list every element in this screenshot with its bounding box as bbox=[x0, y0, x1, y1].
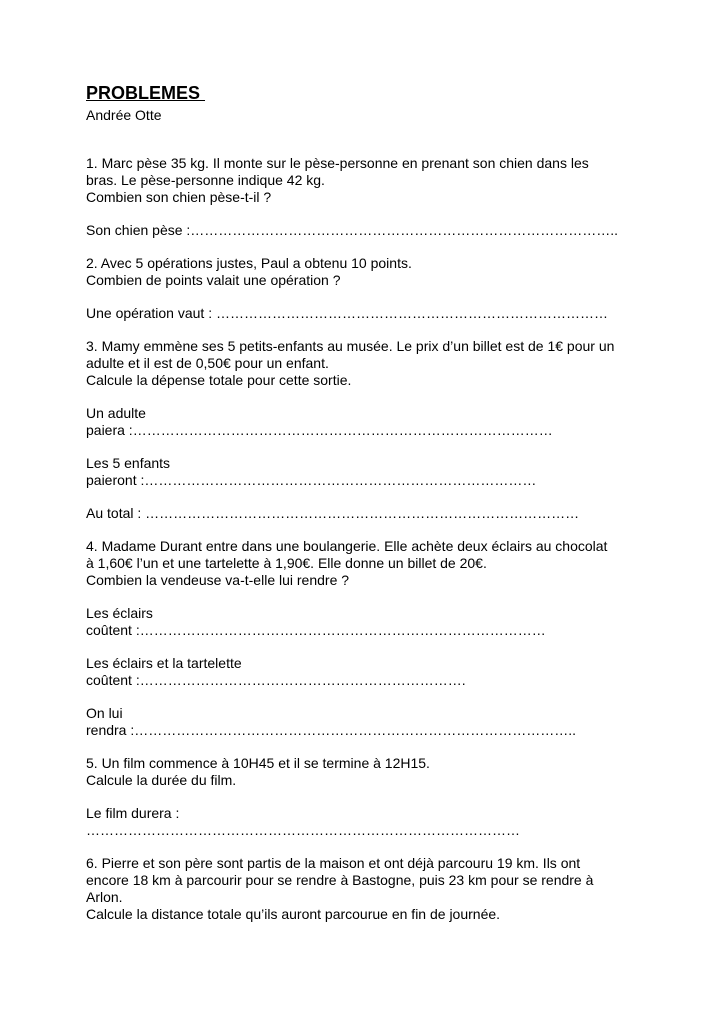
problem-5-answer-label: Le film durera : bbox=[86, 805, 180, 821]
problem-3-answer-line-children: paieront :………………………………………………………………………… bbox=[86, 472, 537, 488]
problem-1-line-2: bras. Le pèse-personne indique 42 kg. bbox=[86, 172, 325, 188]
problem-6-line-1: 6. Pierre et son père sont partis de la maison et ont déjà parcouru 19 km. Ils ont bbox=[86, 855, 581, 871]
problem-4-answer-label-change: On lui bbox=[86, 705, 123, 721]
problem-3-answer-line-total: Au total : ………………………………………………………………………………… bbox=[86, 505, 580, 521]
problem-2-line-1: 2. Avec 5 opérations justes, Paul a obtenu 10 points. bbox=[86, 255, 412, 271]
problem-4-line-1: 4. Madame Durant entre dans une boulangerie. Elle achète deux éclairs au chocolat bbox=[86, 538, 608, 554]
problem-4-answer-line-eclairs: coûtent :…………………………………………………………………………… bbox=[86, 622, 546, 638]
problem-2-question: Combien de points valait une opération ? bbox=[86, 272, 341, 288]
problem-1-answer-line: Son chien pèse :……………………………………………………………………………….. bbox=[86, 222, 619, 238]
problem-5-line-1: 5. Un film commence à 10H45 et il se termine à 12H15. bbox=[86, 755, 430, 771]
problem-3-answer-line-adult: paiera :……………………………………………………………………………… bbox=[86, 422, 553, 438]
problem-5-answer-line: ………………………………………………………………………………… bbox=[86, 822, 520, 838]
problem-6-line-2: encore 18 km à parcourir pour se rendre à Bastogne, puis 23 km pour se rendre à bbox=[86, 872, 594, 888]
problem-3-line-1: 3. Mamy emmène ses 5 petits-enfants au musée. Le prix d’un billet est de 1€ pour un bbox=[86, 338, 615, 354]
author-name: Andrée Otte bbox=[86, 107, 162, 123]
problem-4-answer-line-eclairs-tartelette: coûtent :……………………………………………………………. bbox=[86, 672, 466, 688]
problem-4-answer-label-eclairs-tartelette: Les éclairs et la tartelette bbox=[86, 655, 242, 671]
problem-6-line-3: Arlon. bbox=[86, 889, 123, 905]
problem-4-answer-line-change: rendra :………………………………………………………………………………….. bbox=[86, 722, 577, 738]
problem-6-question: Calcule la distance totale qu’ils auront parcourue en fin de journée. bbox=[86, 906, 501, 922]
problem-4-line-2: à 1,60€ l’un et une tartelette à 1,90€. Elle donne un billet de 20€. bbox=[86, 555, 487, 571]
problem-4-answer-label-eclairs: Les éclairs bbox=[86, 605, 153, 621]
page-title: PROBLEMES bbox=[86, 83, 206, 103]
problem-5-question: Calcule la durée du film. bbox=[86, 772, 237, 788]
problem-2-answer-line: Une opération vaut : ………………………………………………………………………… bbox=[86, 305, 608, 321]
problem-1-question: Combien son chien pèse-t-il ? bbox=[86, 189, 272, 205]
problem-3-answer-label-adult: Un adulte bbox=[86, 405, 146, 421]
problem-4-question: Combien la vendeuse va-t-elle lui rendre ? bbox=[86, 572, 350, 588]
problem-1-line-1: 1. Marc pèse 35 kg. Il monte sur le pèse-personne en prenant son chien dans les bbox=[86, 155, 589, 171]
problem-3-answer-label-children: Les 5 enfants bbox=[86, 455, 171, 471]
problem-3-line-2: adulte et il est de 0,50€ pour un enfant. bbox=[86, 355, 329, 371]
problem-3-question: Calcule la dépense totale pour cette sortie. bbox=[86, 372, 352, 388]
